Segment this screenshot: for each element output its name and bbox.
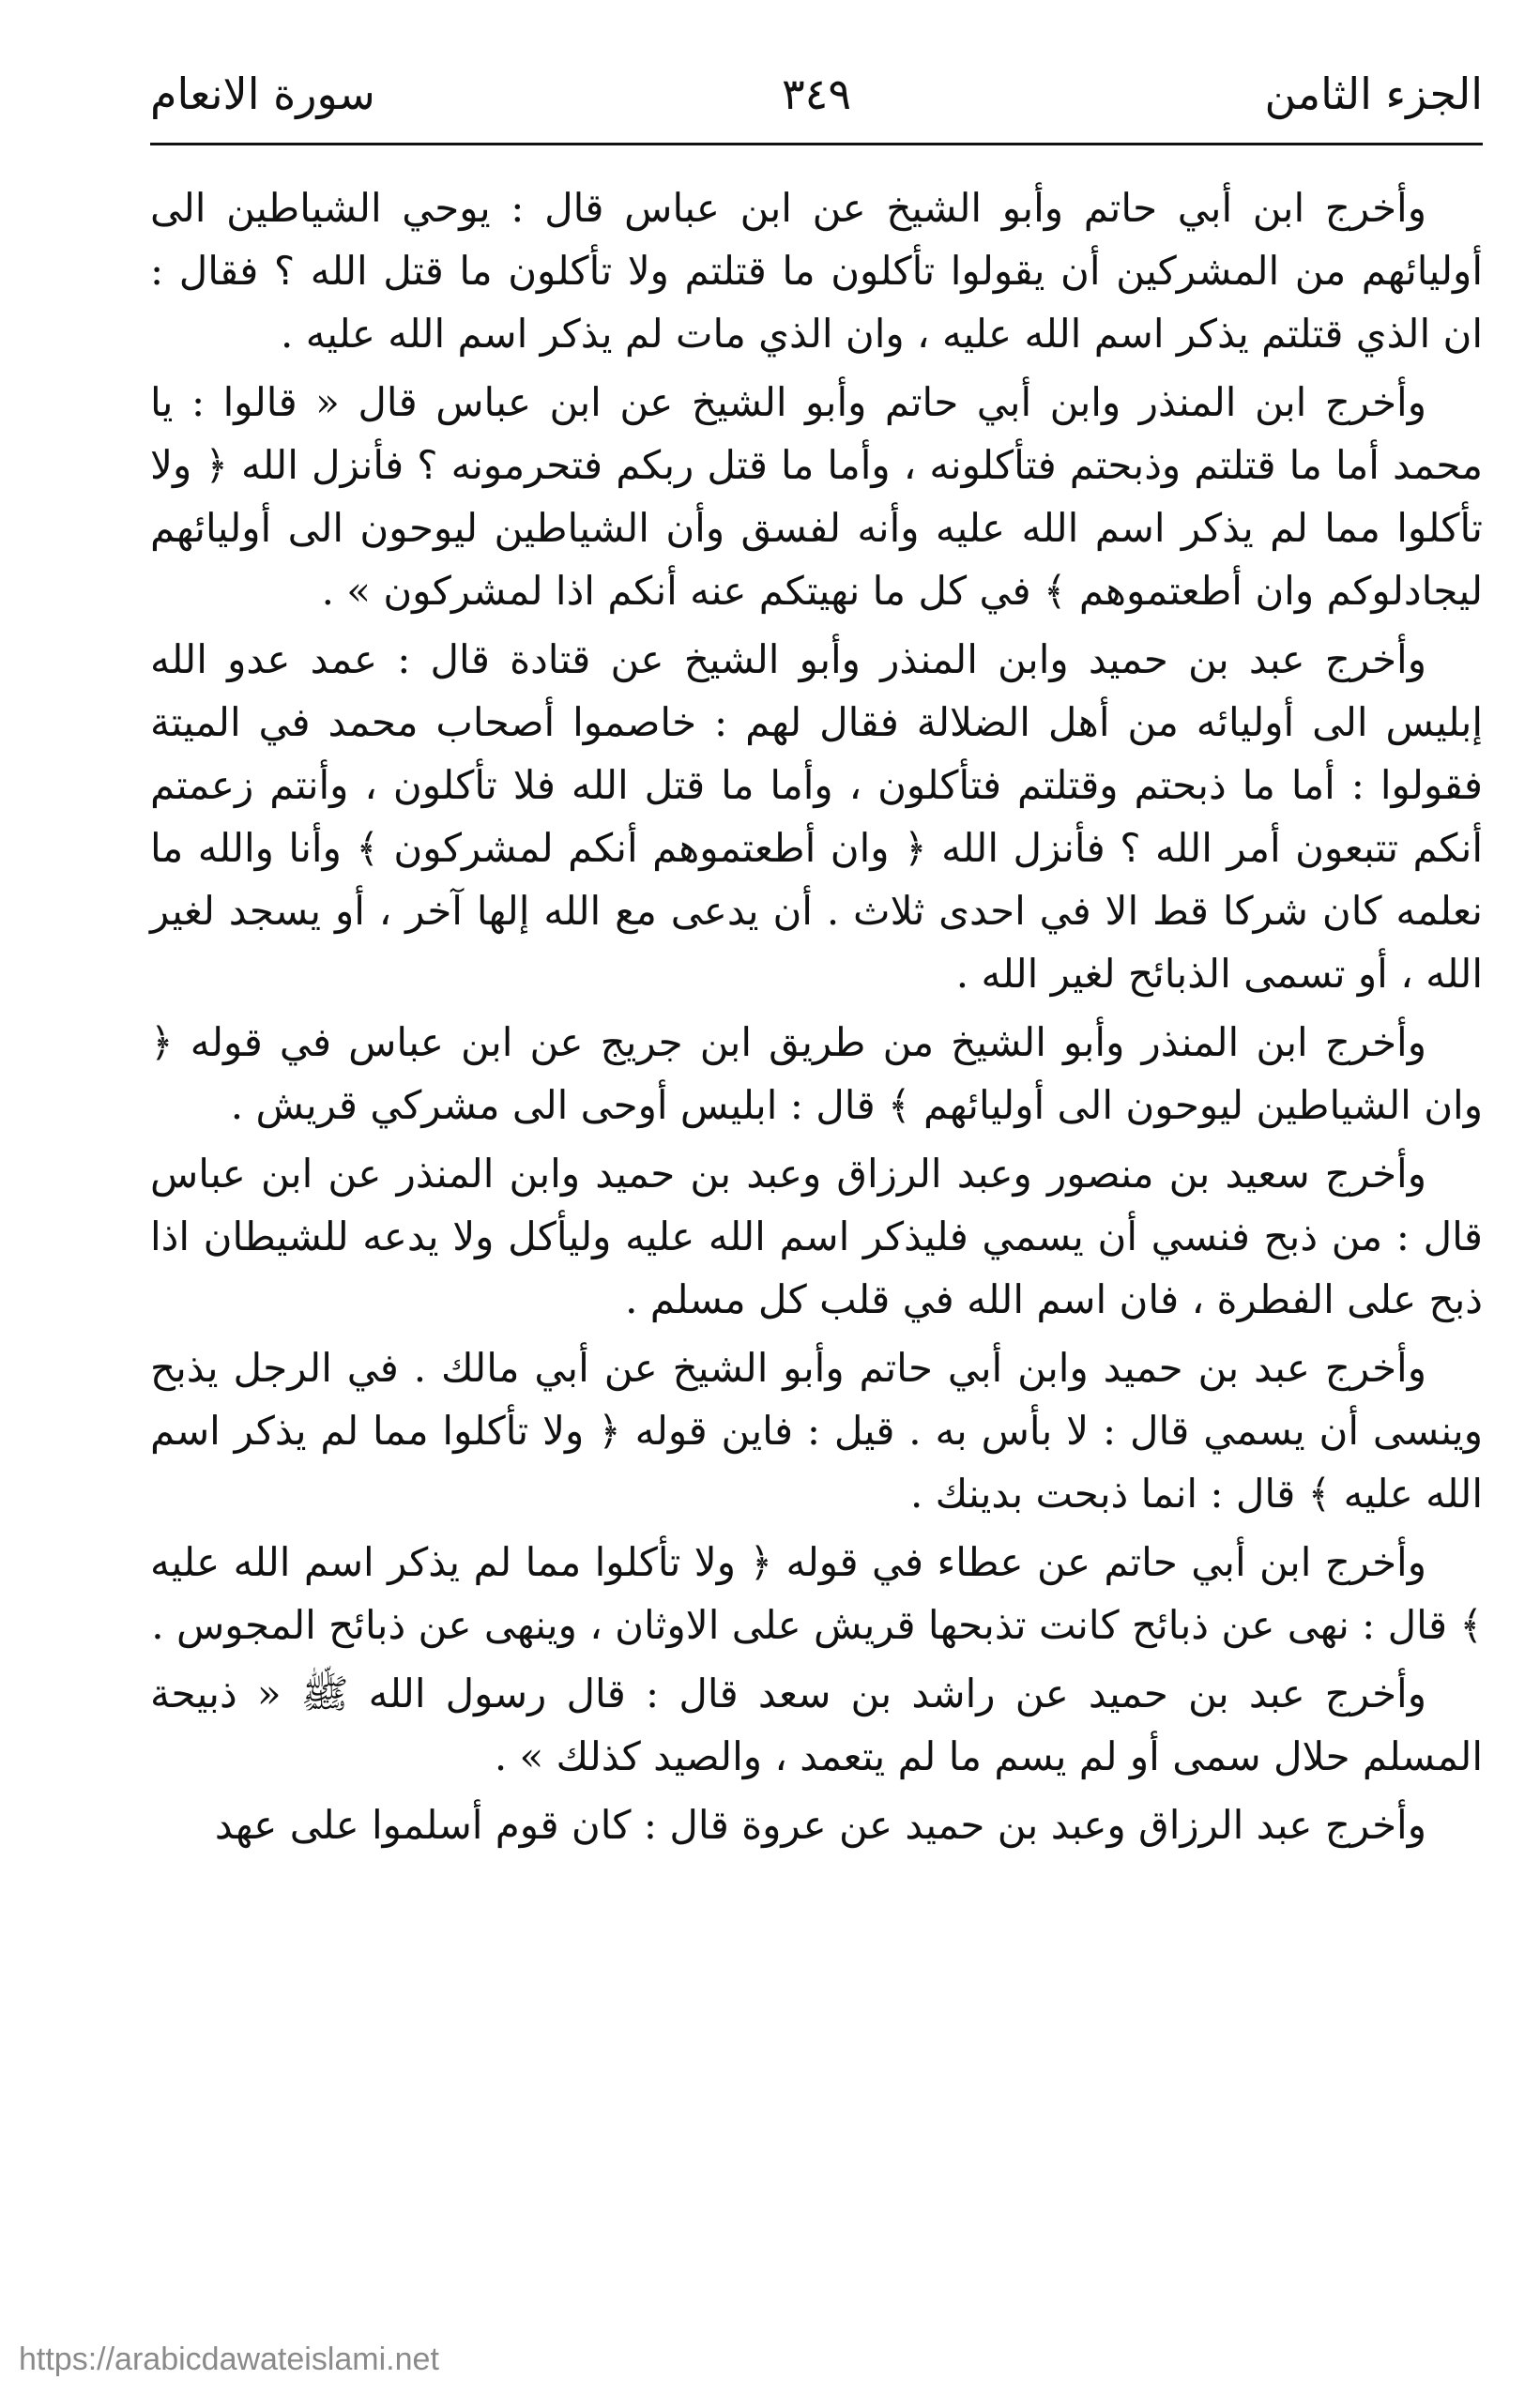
surah-title: سورة الانعام	[150, 69, 375, 119]
paragraph: وأخرج ابن المنذر وأبو الشيخ من طريق ابن جريج عن ابن عباس في قوله ﴿ وان الشياطين ليوحون الى أوليائهم ﴾ قال : ابليس أوحى الى مشركي قريش .	[150, 1019, 1483, 1128]
header-divider	[150, 143, 1483, 145]
paragraph: وأخرج عبد بن حميد وابن أبي حاتم وأبو الشيخ عن أبي مالك . في الرجل يذبح وينسى أن يسمي قال : لا بأس به . قيل : فاين قوله ﴿ ولا تأكلوا مما لم يذكر اسم الله عليه ﴾ قال : انما ذبحت بدينك .	[150, 1345, 1483, 1517]
paragraph: وأخرج سعيد بن منصور وعبد الرزاق وعبد بن حميد وابن المنذر عن ابن عباس قال : من ذبح فنسي أن يسمي فليذكر اسم الله عليه وليأكل ولا يدعه للشيطان اذا ذبح على الفطرة ، فان اسم الله في قلب كل مسلم .	[150, 1151, 1483, 1322]
paragraph: وأخرج عبد بن حميد عن راشد بن سعد قال : قال رسول الله ﷺ « ذبيحة المسلم حلال سمى أو لم يسم ما لم يتعمد ، والصيد كذلك » .	[150, 1670, 1483, 1779]
page-number: ٣٤٩	[781, 69, 852, 119]
paragraph: وأخرج ابن المنذر وابن أبي حاتم وأبو الشيخ عن ابن عباس قال « قالوا : يا محمد أما ما قتلتم وذبحتم فتأكلونه ، وأما ما قتل ربكم فتحرمونه ؟ فأنزل الله ﴿ ولا تأكلوا مما لم يذكر اسم الله عليه وأنه لفسق وأن الشياطين ليوحون الى أوليائهم ليجادلوكم وان أطعتموهم ﴾ في كل ما نهيتكم عنه أنكم اذا لمشركون » .	[150, 379, 1483, 614]
paragraph: وأخرج ابن أبي حاتم وأبو الشيخ عن ابن عباس قال : يوحي الشياطين الى أوليائهم من المشركين أن يقولوا تأكلون ما قتلتم ولا تأكلون ما قتل الله ؟ فقال : ان الذي قتلتم يذكر اسم الله عليه ، وان الذي مات لم يذكر اسم الله عليه .	[150, 185, 1483, 357]
page-header	[150, 56, 1483, 131]
book-page	[150, 38, 1483, 2365]
paragraph: وأخرج عبد بن حميد وابن المنذر وأبو الشيخ عن قتادة قال : عمد عدو الله إبليس الى أوليائه من أهل الضلالة فقال لهم : خاصموا أصحاب محمد في الميتة فقولوا : أما ما ذبحتم وقتلتم فتأكلون ، وأما ما قتل الله فلا تأكلون ، وأنتم زعمتم أنكم تتبعون أمر الله ؟ فأنزل الله ﴿ وان أطعتموهم أنكم لمشركون ﴾ وأنا والله ما نعلمه كان شركا قط الا في احدى ثلاث . أن يدعى مع الله إلها آخر ، أو يسجد لغير الله ، أو تسمى الذبائح لغير الله .	[150, 636, 1483, 997]
paragraph: وأخرج عبد الرزاق وعبد بن حميد عن عروة قال : كان قوم أسلموا على عهد	[214, 1802, 1426, 1848]
watermark-url: https://arabicdawateislami.net	[19, 2342, 439, 2377]
page-body	[150, 176, 1483, 1862]
paragraph: وأخرج ابن أبي حاتم عن عطاء في قوله ﴿ ولا تأكلوا مما لم يذكر اسم الله عليه ﴾ قال : نهى عن ذبائح كانت تذبحها قريش على الاوثان ، وينهى عن ذبائح المجوس .	[150, 1539, 1483, 1648]
part-title: الجزء الثامن	[1264, 69, 1483, 119]
